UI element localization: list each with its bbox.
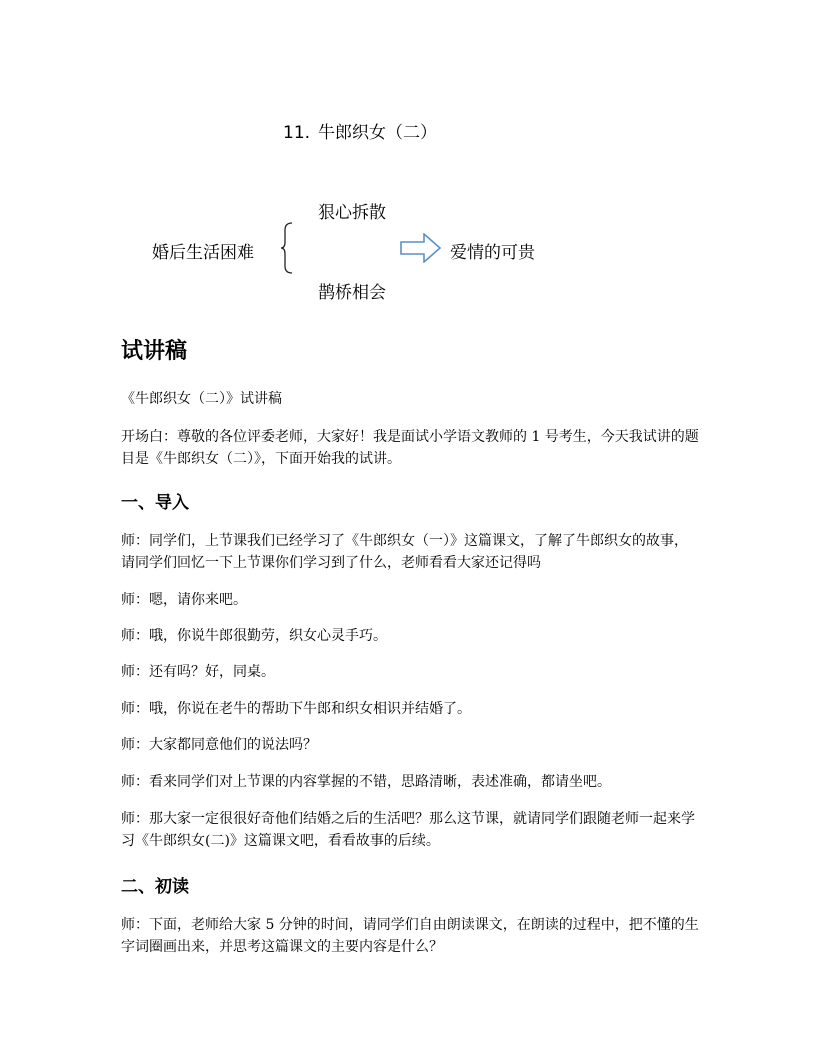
section-heading-first-reading: 二、初读 bbox=[121, 877, 189, 897]
board-item-left: 婚后生活困难 bbox=[152, 243, 254, 263]
paragraph: 师：同学们，上节课我们已经学习了《牛郎织女（一）》这篇课文，了解了牛郎织女的故事，请同学们回忆一下上节课你们学习到了什么，老师看看大家还记得吗 bbox=[121, 533, 688, 571]
paragraph: 师：哦，你说在老牛的帮助下牛郎和织女相识并结婚了。 bbox=[121, 701, 471, 717]
brace-icon bbox=[280, 222, 296, 274]
paragraph: 师：哦，你说牛郎很勤劳，织女心灵手巧。 bbox=[121, 628, 387, 644]
lesson-title: 牛郎织女（二） bbox=[318, 123, 438, 143]
paragraph: 师：还有吗？好，同桌。 bbox=[121, 664, 275, 680]
board-item-result: 爱情的可贵 bbox=[450, 243, 535, 263]
paragraph: 师：下面，老师给大家 5 分钟的时间，请同学们自由朗读课文，在朗读的过程中，把不懂的生字词圈画出来，并思考这篇课文的主要内容是什么？ bbox=[121, 917, 699, 955]
section-heading-intro: 一、导入 bbox=[121, 493, 189, 513]
paragraph: 师：大家都同意他们的说法吗？ bbox=[121, 737, 317, 753]
board-title-line bbox=[283, 118, 437, 143]
paragraph: 师：那大家一定很很好奇他们结婚之后的生活吧？那么这节课，就请同学们跟随老师一起来学习《牛郎织女(二)》这篇课文吧，看看故事的后续。 bbox=[121, 811, 695, 849]
lesson-number: 11. bbox=[283, 123, 311, 143]
arrow-right-icon bbox=[400, 233, 442, 263]
board-item-top: 狠心拆散 bbox=[318, 203, 386, 223]
document-subtitle: 《牛郎织女（二）》试讲稿 bbox=[121, 391, 282, 407]
board-item-bottom: 鹊桥相会 bbox=[318, 283, 386, 303]
paragraph: 师：嗯，请你来吧。 bbox=[121, 592, 247, 608]
opening-paragraph: 开场白：尊敬的各位评委老师，大家好！我是面试小学语文教师的 1 号考生，今天我试讲的题目是《牛郎织女（二）》，下面开始我的试讲。 bbox=[121, 429, 699, 467]
paragraph: 师：看来同学们对上节课的内容掌握的不错，思路清晰，表述准确，都请坐吧。 bbox=[121, 774, 611, 790]
page-title: 试讲稿 bbox=[121, 339, 188, 364]
